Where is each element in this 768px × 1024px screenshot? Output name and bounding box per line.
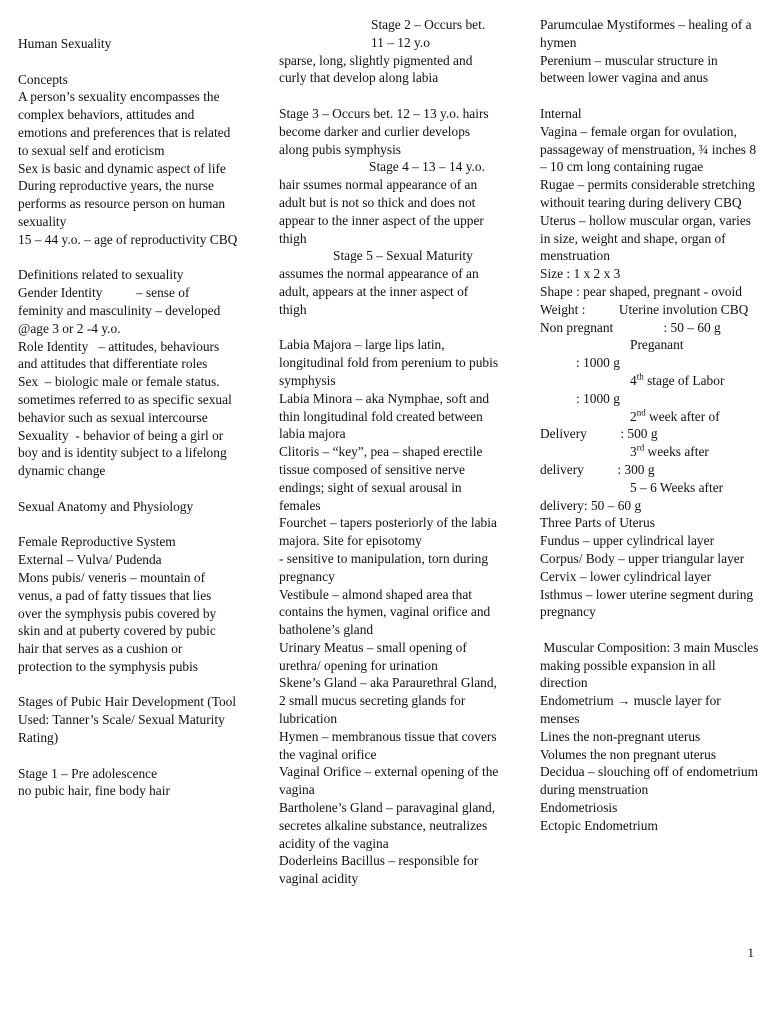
text-line: Cervix – lower cylindrical layer — [540, 568, 712, 584]
text-line: Stage 5 – Sexual Maturity — [333, 248, 473, 264]
text-line: - sensitive to manipulation, torn during pregnancy — [279, 550, 492, 584]
text-line: Mons pubis/ veneris – mountain of venus, a pad of fatty tissues that lies over the symphysis pubis covered by skin and at puberty covered by pubic hair that serves as a cushion or protection to the symphysis pubis — [18, 569, 220, 674]
text-line: Weight : Uterine involution CBQ — [540, 301, 749, 317]
column-1 — [18, 35, 238, 800]
text-line: Muscular Composition: 3 main Muscles making possible expansion in all direction — [540, 639, 762, 691]
text-line: Parumculae Mystiformes – healing of a hymen — [540, 17, 755, 50]
text-line: Preganant — [630, 337, 684, 353]
text-line: During reproductive years, the nurse performs as resource person on human sexuality — [18, 178, 229, 229]
text-line: Shape : pear shaped, pregnant - ovoid — [540, 283, 742, 299]
text-line: Endometriosis — [540, 800, 618, 816]
column-3 — [540, 16, 760, 835]
text-line: Urinary Meatus – small opening of urethra/ opening for urination — [279, 639, 471, 673]
text-line: A person’s sexuality encompasses the complex behaviors, attitudes and emotions and preferences that is related to sexual self and eroticism — [18, 89, 234, 158]
text-line: Rugae – permits considerable stretching withouit tearing during delivery CBQ — [540, 177, 759, 210]
text-line: Fundus – upper cylindrical layer — [540, 533, 715, 549]
blank-line — [18, 516, 238, 534]
blank-line — [540, 87, 760, 105]
blank-line — [18, 53, 238, 71]
text-line: hair ssumes normal appearance of an adult but is not so thick and does not appear to the inner aspect of the upper thigh — [279, 177, 488, 246]
column-2 — [279, 16, 502, 888]
text-line: Skene’s Gland – aka Paraurethral Gland, 2 small mucus secreting glands for — [279, 675, 501, 709]
text-line: Endometrium → muscle layer for menses — [540, 693, 725, 727]
page-number: 1 — [747, 945, 754, 960]
text-line: Definitions related to sexuality — [18, 267, 184, 283]
text-line: Role Identity – attitudes, behaviours and attitudes that differentiate roles — [18, 338, 223, 372]
text-line: Clitoris – “key”, pea – shaped erectile tissue composed of sensitive nerve endings; sight of sexual arousal in females — [279, 444, 486, 513]
text-line: Perenium – muscular structure in between lower vagina and anus — [540, 52, 722, 86]
text-line: assumes the normal appearance of an adult, appears at the inner aspect of thigh — [279, 266, 483, 317]
text-line: Size : 1 x 2 x 3 — [540, 266, 621, 282]
text-line: Delivery : 500 g — [540, 426, 658, 442]
text-line: Vaginal Orifice – external opening of the vagina — [279, 764, 502, 798]
text-line: : 1000 g — [576, 390, 620, 406]
text-line: Decidua – slouching off of endometrium during menstruation — [540, 764, 762, 798]
blank-line — [18, 249, 238, 267]
text-line: Stage 1 – Pre adolescence — [18, 765, 158, 781]
text-line: Stage 3 – Occurs bet. 12 – 13 y.o. hairs become darker and curlier develops along pubis symphysis — [279, 105, 492, 157]
text-line: Stage 2 – Occurs bet. 11 – 12 y.o — [371, 17, 489, 50]
blank-line — [540, 621, 760, 639]
text-line: Vestibule – almond shaped area that contains the hymen, vaginal orifice and batholene’s gland — [279, 586, 494, 638]
text-line: Gender Identity – sense of feminity and masculinity – developed @age 3 or 2 -4 y.o. — [18, 285, 224, 336]
text-line: Sex is basic and dynamic aspect of life — [18, 160, 226, 176]
text-line: Isthmus – lower uterine segment during pregnancy — [540, 586, 757, 620]
blank-line — [279, 319, 499, 337]
text-line: Uterus – hollow muscular organ, varies in size, weight and shape, organ of menstruation — [540, 212, 755, 264]
blank-line — [279, 87, 499, 105]
text-line: Concepts — [18, 71, 68, 87]
text-line: 5 – 6 Weeks after — [630, 479, 724, 495]
text-line: : 1000 g — [576, 355, 620, 371]
text-line: delivery: 50 – 60 g — [540, 497, 642, 513]
text-line: Non pregnant : 50 – 60 g — [540, 319, 721, 335]
text-line: Doderleins Bacillus – responsible for vaginal acidity — [279, 853, 482, 887]
text-line: delivery : 300 g — [540, 461, 655, 477]
text-line: Three Parts of Uterus — [540, 515, 655, 531]
text-line: 2nd week after of — [630, 407, 720, 424]
text-line: Volumes the non pregnant uterus — [540, 746, 717, 762]
text-line: 15 – 44 y.o. – age of reproductivity CBQ — [18, 231, 238, 247]
text-line: Human Sexuality — [18, 36, 112, 51]
blank-line — [18, 747, 238, 765]
blank-line — [18, 480, 238, 498]
text-line: Sex – biologic male or female status. sometimes referred to as specific sexual behavior such as sexual intercourse — [18, 374, 236, 425]
text-line: Corpus/ Body – upper triangular layer — [540, 550, 745, 566]
text-line: Stage 4 – 13 – 14 y.o. — [369, 159, 485, 175]
text-line: Female Reproductive System — [18, 534, 176, 550]
text-line: Ectopic Endometrium — [540, 817, 658, 833]
text-line: Sexuality - behavior of being a girl or boy and is identity subject to a lifelong dynamic change — [18, 427, 230, 479]
text-line: Lines the non-pregnant uterus — [540, 728, 701, 744]
text-line: Hymen – membranous tissue that covers the vaginal orifice — [279, 728, 500, 762]
text-line: Stages of Pubic Hair Development (Tool Used: Tanner’s Scale/ Sexual Maturity Rating) — [18, 694, 240, 746]
text-line: External – Vulva/ Pudenda — [18, 552, 162, 568]
text-line: sparse, long, slightly pigmented and curly that develop along labia — [279, 52, 476, 86]
blank-line — [18, 676, 238, 694]
text-line: Fourchet – tapers posteriorly of the labia majora. Site for episotomy — [279, 515, 501, 549]
text-line: Labia Majora – large lips latin, longitudinal fold from perenium to pubis symphysis — [279, 337, 502, 388]
text-line: 3rd weeks after — [630, 442, 709, 460]
text-line: no pubic hair, fine body hair — [18, 783, 170, 799]
text-line: Sexual Anatomy and Physiology — [18, 498, 194, 514]
text-line: 4th stage of Labor — [630, 371, 725, 388]
text-line: Labia Minora – aka Nymphae, soft and thin longitudinal fold created between labia majora — [279, 390, 493, 442]
text-line: Bartholene’s Gland – paravaginal gland, secretes alkaline substance, neutralizes acidity of the vagina — [279, 800, 499, 851]
text-line: Internal — [540, 105, 582, 121]
text-line: Vagina – female organ for ovulation, passageway of menstruation, ¾ inches 8 – 10 cm long containing rugae — [540, 123, 760, 175]
text-line: lubrication — [279, 711, 338, 727]
